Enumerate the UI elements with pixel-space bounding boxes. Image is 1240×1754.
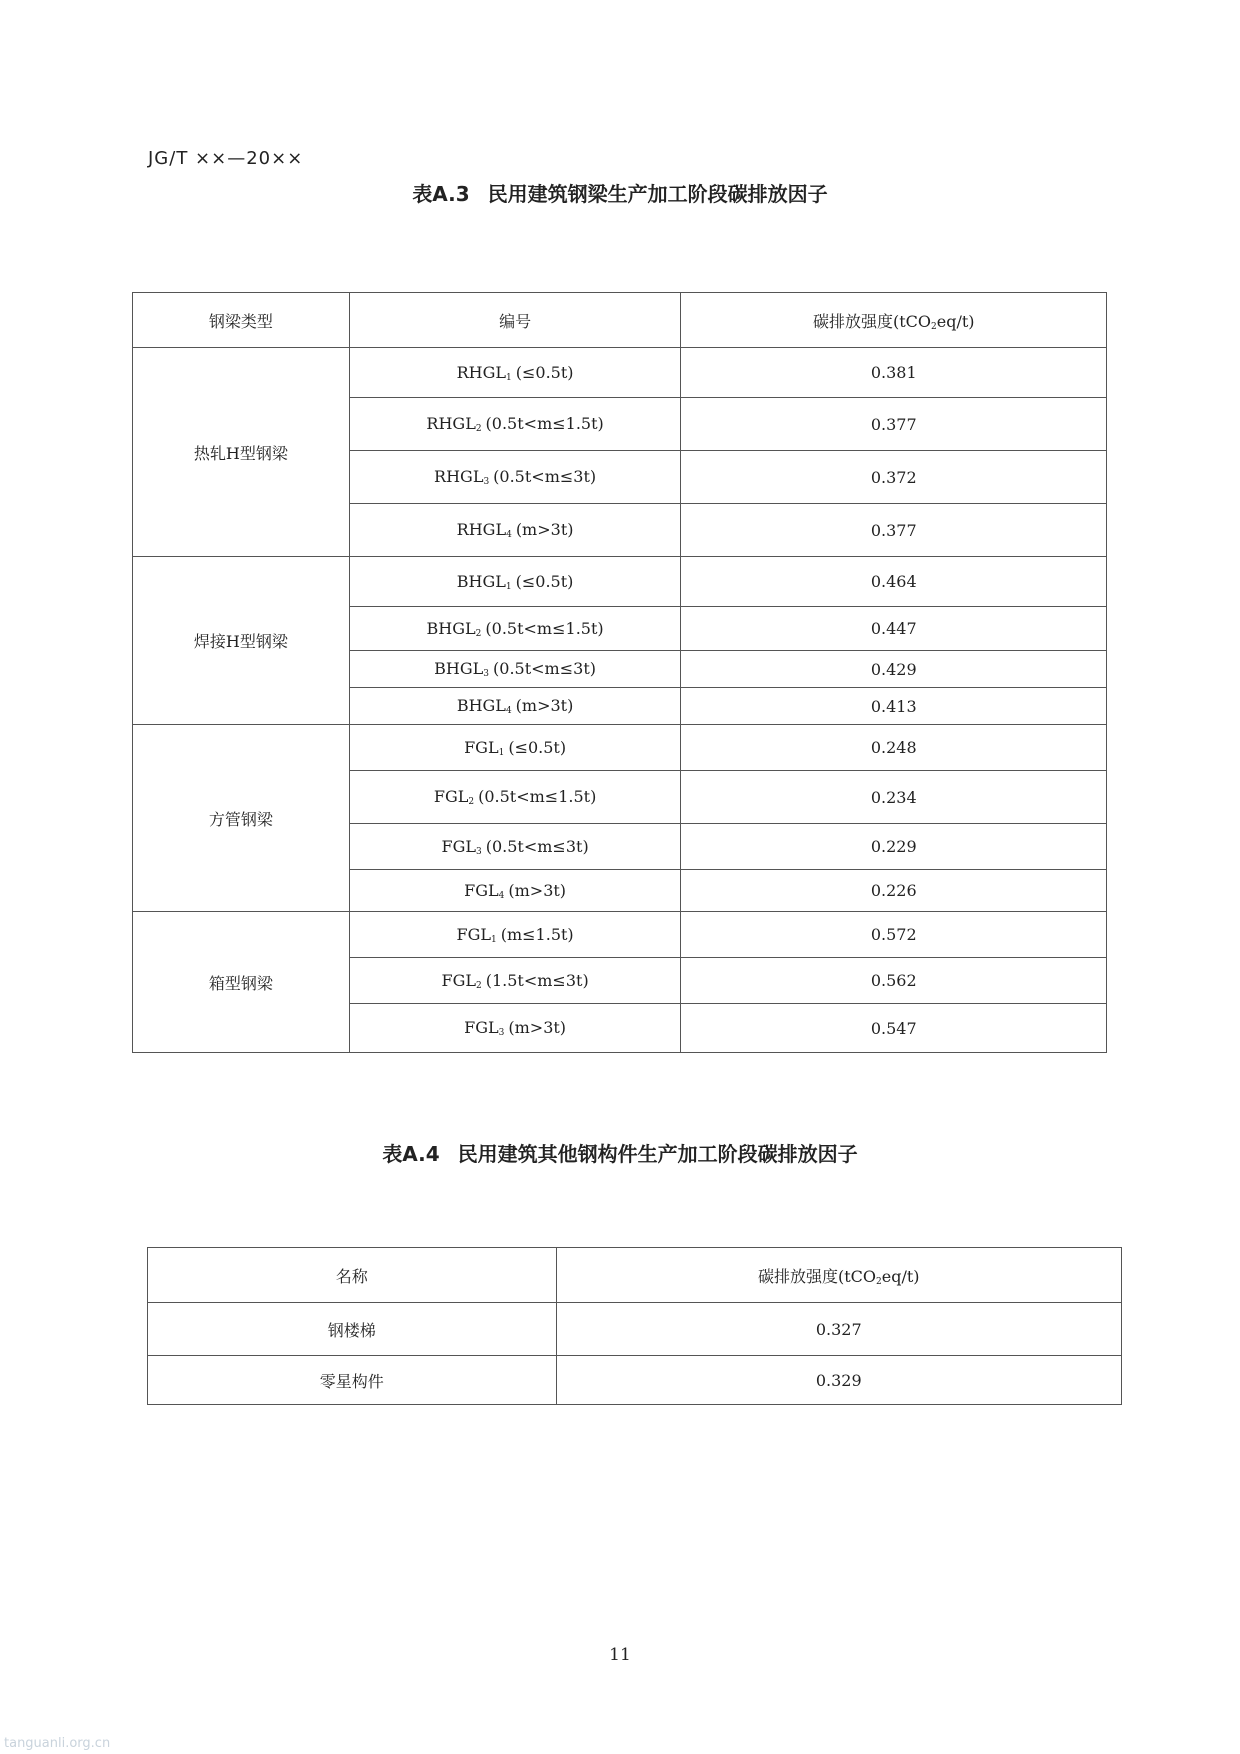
code-cell: $BHGL_2$ (0.5t<m≤1.5t) (349, 607, 681, 651)
beam-type-cell: 箱型钢梁 (133, 912, 350, 1053)
code-cell: $RHGL_4$ (m>3t) (349, 504, 681, 557)
code-cell: $FGL_4$ (m>3t) (349, 870, 681, 912)
intensity-value-cell: 0.377 (681, 398, 1107, 451)
watermark: tanguanli.org.cn (4, 1736, 111, 1751)
code-cell: $BHGL_3$ (0.5t<m≤3t) (349, 651, 681, 688)
header-intensity: 碳排放强度(tCO$_2$eq/t) (681, 293, 1107, 348)
code-cell: $FGL_1$ (m≤1.5t) (349, 912, 681, 958)
intensity-value-cell: 0.372 (681, 451, 1107, 504)
code-cell: $BHGL_1$ (≤0.5t) (349, 557, 681, 607)
table-row (133, 725, 1107, 771)
header-name: 名称 (148, 1248, 557, 1303)
intensity-value-cell: 0.329 (556, 1356, 1121, 1405)
table-row (133, 912, 1107, 958)
header-type: 钢梁类型 (133, 293, 350, 348)
table-header-row (133, 293, 1107, 348)
intensity-value-cell: 0.226 (681, 870, 1107, 912)
table-row (148, 1303, 1122, 1356)
code-cell: $RHGL_2$ (0.5t<m≤1.5t) (349, 398, 681, 451)
table-a3-caption (0, 178, 1240, 207)
code-cell: $BHGL_4$ (m>3t) (349, 688, 681, 725)
table-row (148, 1356, 1122, 1405)
intensity-value-cell: 0.234 (681, 771, 1107, 824)
intensity-value-cell: 0.381 (681, 348, 1107, 398)
intensity-value-cell: 0.429 (681, 651, 1107, 688)
code-cell: $FGL_2$ (1.5t<m≤3t) (349, 958, 681, 1004)
header-intensity: 碳排放强度(tCO$_2$eq/t) (556, 1248, 1121, 1303)
code-cell: $FGL_1$ (≤0.5t) (349, 725, 681, 771)
table-a4-caption-number: 表A.4 (382, 1142, 440, 1166)
table-header-row (148, 1248, 1122, 1303)
document-code: JG/T ××—20×× (148, 148, 304, 169)
code-cell: $RHGL_3$ (0.5t<m≤3t) (349, 451, 681, 504)
table-row (133, 348, 1107, 398)
table-a4 (147, 1247, 1122, 1405)
intensity-value-cell: 0.377 (681, 504, 1107, 557)
beam-type-cell: 热轧H型钢梁 (133, 348, 350, 557)
table-a3-caption-title: 民用建筑钢梁生产加工阶段碳排放因子 (487, 182, 828, 206)
code-cell: $FGL_2$ (0.5t<m≤1.5t) (349, 771, 681, 824)
intensity-value-cell: 0.413 (681, 688, 1107, 725)
intensity-value-cell: 0.229 (681, 824, 1107, 870)
component-name-cell: 钢楼梯 (148, 1303, 557, 1356)
header-code: 编号 (349, 293, 681, 348)
component-name-cell: 零星构件 (148, 1356, 557, 1405)
table-row (133, 557, 1107, 607)
beam-type-cell: 焊接H型钢梁 (133, 557, 350, 725)
code-cell: $RHGL_1$ (≤0.5t) (349, 348, 681, 398)
intensity-value-cell: 0.327 (556, 1303, 1121, 1356)
intensity-value-cell: 0.562 (681, 958, 1107, 1004)
page-number: 11 (609, 1645, 631, 1665)
intensity-value-cell: 0.464 (681, 557, 1107, 607)
table-a4-caption-title: 民用建筑其他钢构件生产加工阶段碳排放因子 (457, 1142, 858, 1166)
table-a4-caption (0, 1138, 1240, 1167)
code-cell: $FGL_3$ (0.5t<m≤3t) (349, 824, 681, 870)
intensity-value-cell: 0.572 (681, 912, 1107, 958)
beam-type-cell: 方管钢梁 (133, 725, 350, 912)
code-cell: $FGL_3$ (m>3t) (349, 1004, 681, 1053)
table-a3-caption-number: 表A.3 (412, 182, 470, 206)
intensity-value-cell: 0.447 (681, 607, 1107, 651)
intensity-value-cell: 0.248 (681, 725, 1107, 771)
intensity-value-cell: 0.547 (681, 1004, 1107, 1053)
table-a3 (132, 292, 1107, 1053)
